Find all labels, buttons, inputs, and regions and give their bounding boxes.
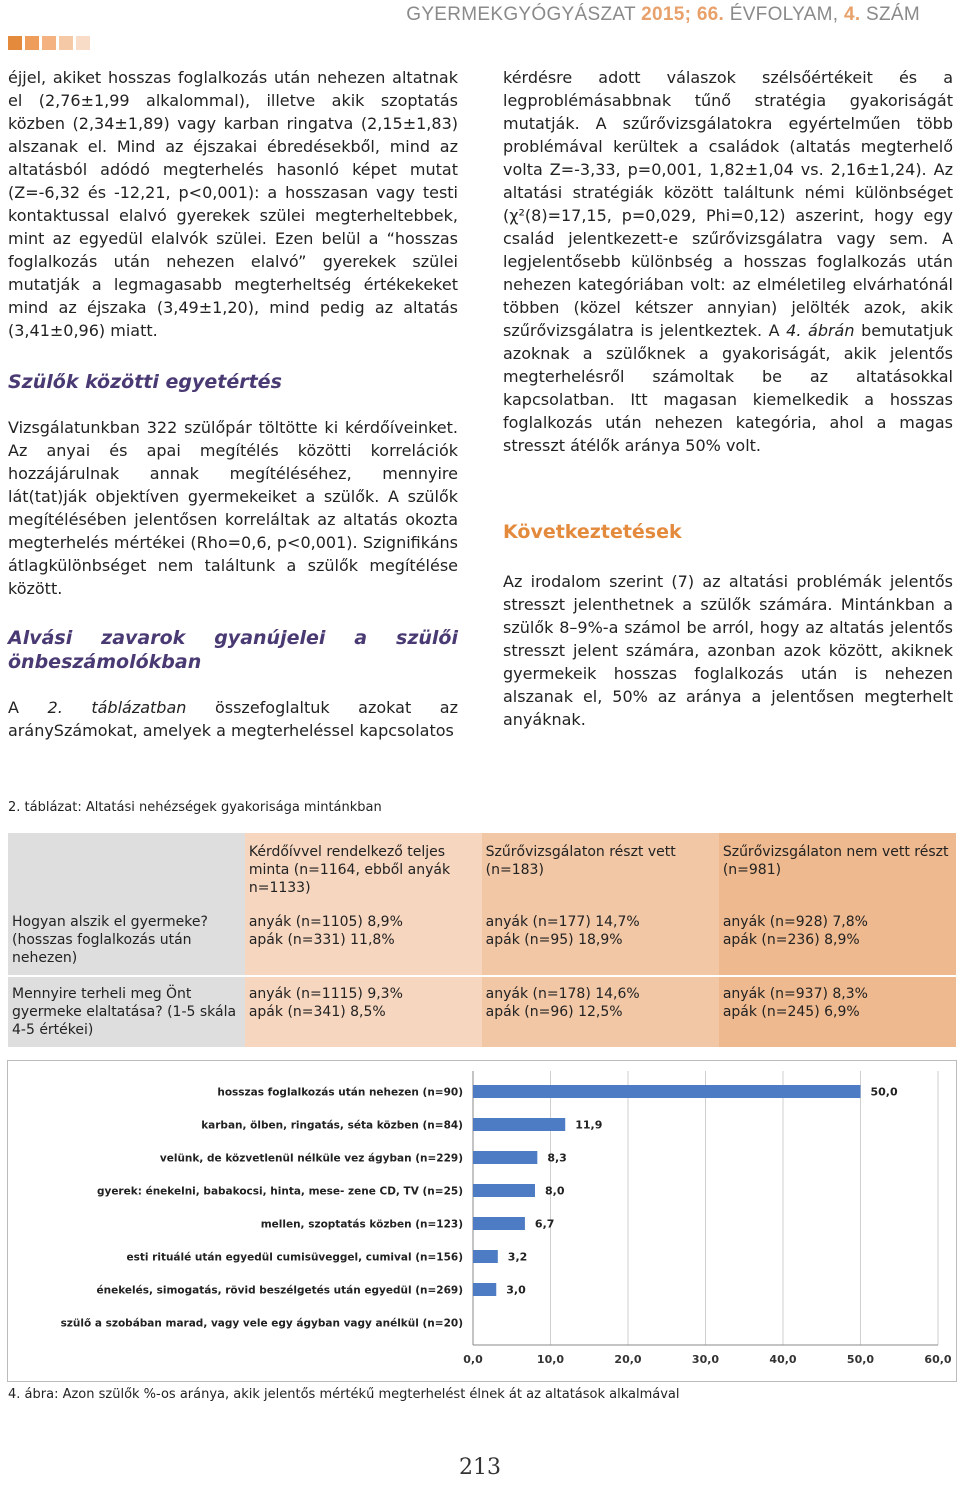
fathers-value: apák (n=341) 8,5% [248, 1004, 386, 1020]
journal-issue: 4. [843, 4, 861, 25]
journal-year: 2015; [641, 4, 692, 25]
category-label: karban, ölben, ringatás, séta közben (n=84) [201, 1119, 463, 1132]
right-column [503, 66, 953, 731]
paragraph [8, 696, 458, 742]
x-tick-label: 20,0 [614, 1353, 642, 1366]
running-header [406, 4, 920, 26]
journal-name: GYERMEKGYÓGYÁSZAT [406, 4, 636, 25]
figure-reference: 4. ábrán [786, 321, 855, 340]
category-label: gyerek: énekelni, babakocsi, hinta, mese- zene CD, TV (n=25) [96, 1185, 463, 1198]
table-cell [482, 976, 719, 1047]
data-table [8, 833, 956, 1047]
accent-square [8, 36, 22, 50]
figure-caption: 4. ábra: Azon szülők %-os aránya, akik jelentős mértékű megterhelést élnek át az altatások alkalmával [8, 1387, 680, 1402]
accent-square [59, 36, 73, 50]
table-header-cell: Szűrővizsgálaton nem vett részt (n=981) [719, 833, 956, 905]
table-header-row [8, 833, 956, 905]
journal-volume-word: ÉVFOLYAM, [729, 4, 839, 25]
category-label: szülő a szobában marad, vagy vele egy ágyban vagy anélkül (n=20) [60, 1317, 463, 1330]
category-label: mellen, szoptatás közben (n=123) [260, 1218, 463, 1231]
data-label: 50,0 [870, 1085, 898, 1099]
bar [473, 1184, 535, 1197]
journal-volume: 66. [696, 4, 725, 25]
bar [473, 1151, 537, 1164]
journal-issue-word: SZÁM [866, 4, 920, 25]
row-label: Mennyire terheli meg Önt gyermeke elaltatása? (1-5 skála 4-5 értékei) [8, 976, 245, 1047]
fathers-value: apák (n=95) 18,9% [485, 932, 623, 948]
table-header-cell [8, 833, 245, 905]
x-tick-label: 30,0 [691, 1353, 720, 1366]
section-heading: Szülők közötti egyetértés [8, 371, 282, 393]
table-row [8, 905, 956, 976]
section-heading: Alvási zavarok gyanújelei a szülői önbeszámolókban [8, 627, 458, 673]
category-label: esti rituálé után egyedül cumisüveggel, cumival (n=156) [126, 1251, 463, 1264]
page-number: 213 [459, 1455, 501, 1480]
section-heading: Következtetések [503, 521, 682, 543]
bar [473, 1085, 861, 1098]
table-header-cell: Kérdőívvel rendelkező teljes minta (n=1164, ebből anyák n=1133) [245, 833, 482, 905]
data-label: 6,7 [534, 1217, 555, 1231]
table-cell [245, 905, 482, 976]
table-cell [719, 905, 956, 976]
table-header-cell: Szűrővizsgálaton részt vett (n=183) [482, 833, 719, 905]
text-run: kérdésre adott válaszok szélsőértékeit és a legproblémásabbnak tűnő stratégia gyakoriságát mutatják. A szűrővizsgálatokra egyértelműen több problémával kerültek a családok (altatás megterhelő volta Z=-3,33, p=0,001, 1,82±1,04 vs. 2,16±1,24). Az altatási stratégiák között találtunk némi különbséget (χ²(8)=17,15, p=0,029, Phi=0,12) aszerint, hogy egy család jelentkezett-e szűrővizsgálatra vagy sem. A legjelentősebb különbség a hosszas foglalkozás után nehezen kategóriában volt: az elméletileg elvárhatónál többen (közel kétszer annyian) jelölték azok, akik szűrővizsgálatra is jelentkeztek. A [503, 68, 953, 340]
category-label: velünk, de közvetlenül nélküle vez ágyban (n=229) [159, 1152, 463, 1165]
data-label: 8,3 [547, 1151, 567, 1165]
x-tick-label: 50,0 [846, 1353, 875, 1366]
x-tick-label: 0,0 [463, 1353, 483, 1366]
table-reference: 2. táblázatban [47, 698, 187, 717]
accent-square [42, 36, 56, 50]
text-run: bemutatjuk azoknak a szülőknek a gyakoriságát, akik jelentős megterhelésről számoltak be az altatásokkal kapcsolatban. Itt magasan kiemelkedik a hosszas foglalkozás után nehezen kategória, ahol a magas stresszt átélők aránya 50% volt. [503, 321, 953, 455]
fathers-value: apák (n=331) 11,8% [248, 932, 395, 948]
paragraph: Az irodalom szerint (7) az altatási problémák jelentős stresszt jelenthetnek a szülők számára. Mintánkban a szülők 8–9%-a számol be arról, hogy az altatás jelentős stresszt jelent számára, azonban azok között, akiknek gyermekeik hosszas foglalkozás után is nehezen alszanak el, 50% az aránya a jelentősen megterhelt anyáknak. [503, 572, 953, 729]
fathers-value: apák (n=245) 6,9% [722, 1004, 860, 1020]
paragraph: éjjel, akiket hosszas foglalkozás után nehezen altatnak el (2,76±1,99 alkalommal), illetve akik szoptatás közben (2,34±1,89) vagy karban ringatva (2,15±1,83) alszanak el. Mind az éjszakai ébredésekből, mind az altatásból adódó megterhelés hasonló képet mutat (Z=-6,32 és -12,21, p<0,001): a hosszasan vagy testi kontaktussal elalvó gyerekek szülei megterheltebbek, mint az egyedül elalvók szülei. Ezen belül a “hosszas foglalkozás után nehezen elalvó” gyerekek szülei mutatják a legmagasabb megterheltség értékekeket mind az éjszaka (3,49±1,20), mind pedig az altatás (3,41±0,96) miatt. [8, 68, 458, 340]
data-label: 3,0 [506, 1283, 526, 1297]
accent-square [76, 36, 90, 50]
data-label: 3,2 [507, 1250, 528, 1264]
left-column [8, 66, 458, 742]
x-tick-label: 10,0 [536, 1353, 565, 1366]
row-label: Hogyan alszik el gyermeke? (hosszas foglalkozás után nehezen) [8, 905, 245, 976]
mothers-value: anyák (n=177) 14,7% [485, 914, 640, 930]
data-label: 8,0 [545, 1184, 565, 1198]
mothers-value: anyák (n=937) 8,3% [722, 986, 868, 1002]
bar [473, 1118, 565, 1131]
x-tick-label: 60,0 [924, 1353, 952, 1366]
table-cell [482, 905, 719, 976]
x-tick-label: 40,0 [769, 1353, 797, 1366]
accent-square [25, 36, 39, 50]
table-cell [245, 976, 482, 1047]
mothers-value: anyák (n=1105) 8,9% [248, 914, 403, 930]
paragraph [503, 66, 953, 457]
bar [473, 1250, 498, 1263]
mothers-value: anyák (n=178) 14,6% [485, 986, 640, 1002]
table-row [8, 976, 956, 1047]
category-label: hosszas foglalkozás után nehezen (n=90) [217, 1086, 463, 1099]
category-label: énekelés, simogatás, rövid beszélgetés után egyedül (n=269) [96, 1284, 463, 1297]
table-caption: 2. táblázat: Altatási nehézségek gyakorisága mintánkban [8, 800, 382, 815]
table-cell [719, 976, 956, 1047]
fathers-value: apák (n=236) 8,9% [722, 932, 860, 948]
text-run: A [8, 698, 48, 717]
mothers-value: anyák (n=928) 7,8% [722, 914, 868, 930]
paragraph: Vizsgálatunkban 322 szülőpár töltötte ki kérdőíveinket. Az anyai és apai megítélés közötti korrelációk hozzájárulnak annak megítéléséhez, mennyire lát(tat)ják objektíven gyermekeiket a szülők. A szülők megítélésében jelentősen korreláltak az altatás okozta megterhelés mértékei (Rho=0,6, p<0,001). Szignifikáns átlagkülönbséget nem találtunk a szülők megítélése között. [8, 418, 458, 598]
data-label: 11,9 [575, 1118, 603, 1132]
bar-chart [7, 1060, 957, 1382]
decorative-squares [8, 36, 90, 50]
bar [473, 1283, 496, 1296]
fathers-value: apák (n=96) 12,5% [485, 1004, 623, 1020]
mothers-value: anyák (n=1115) 9,3% [248, 986, 403, 1002]
chart-svg [8, 1061, 956, 1381]
text-run: összefoglaltuk azokat az aránySzámokat, amelyek a megterheléssel kapcsolatos [8, 698, 459, 740]
bar [473, 1217, 525, 1230]
